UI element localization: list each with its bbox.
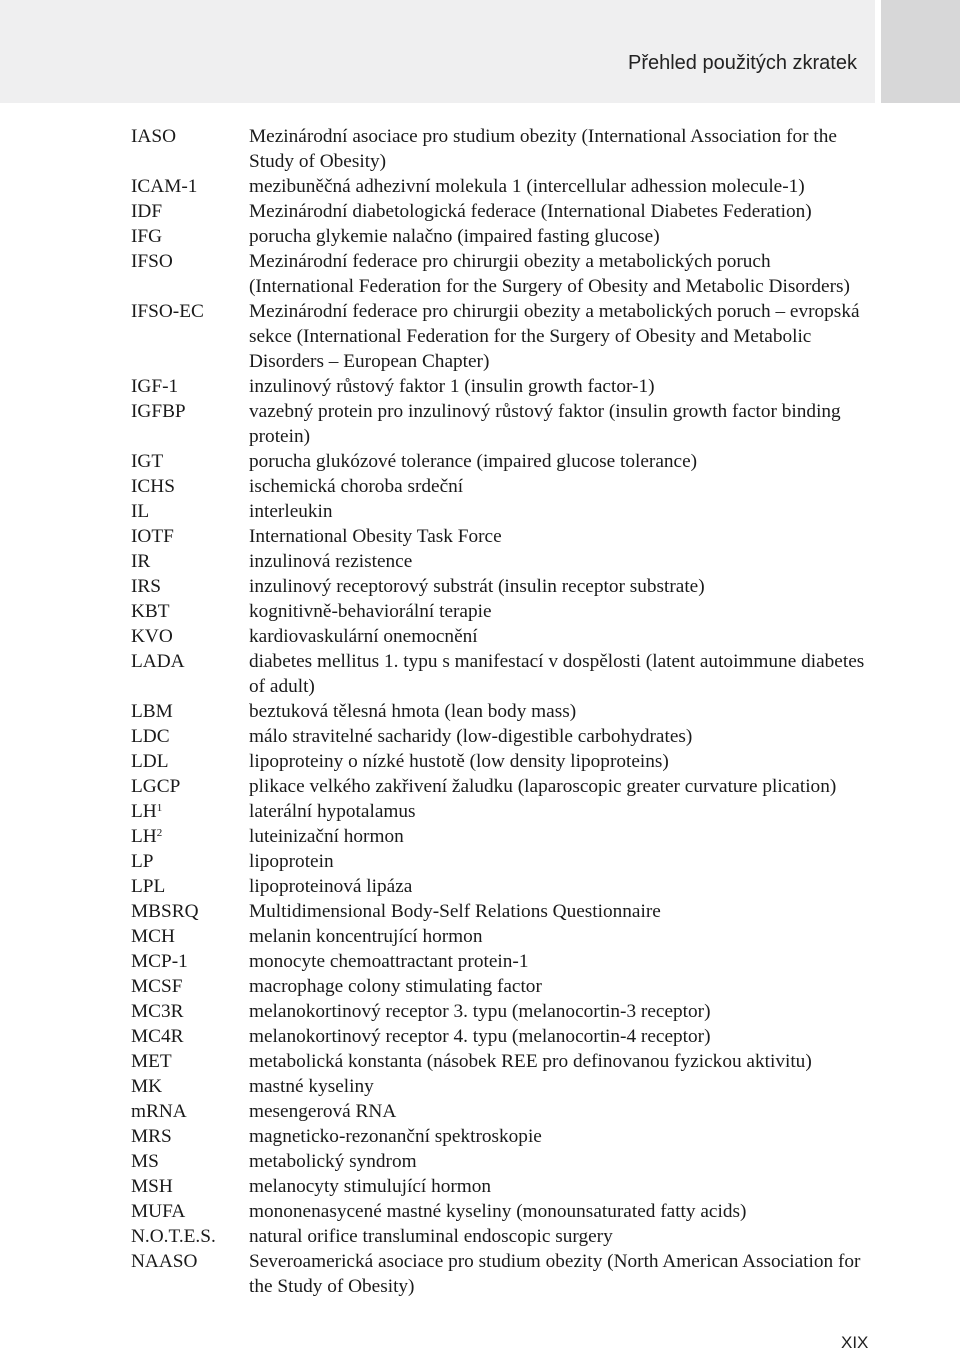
abbreviation-definition: lipoprotein [249, 851, 334, 872]
abbreviation-entry [131, 1074, 871, 1099]
abbreviation-entry [131, 749, 871, 774]
abbreviation-text: KVO [131, 626, 173, 647]
abbreviation-term [131, 824, 249, 849]
abbreviation-entry [131, 224, 871, 249]
abbreviation-text: IFSO [131, 251, 173, 272]
abbreviation-text: IR [131, 551, 151, 572]
abbreviation-entry [131, 124, 871, 174]
abbreviation-superscript: 2 [156, 827, 163, 839]
abbreviation-definition: metabolická konstanta (násobek REE pro definovanou fyzickou aktivitu) [249, 1051, 812, 1072]
abbreviation-text: IL [131, 501, 150, 522]
abbreviation-term [131, 749, 249, 774]
abbreviation-text: MRS [131, 1126, 172, 1147]
abbreviation-term [131, 874, 249, 899]
abbreviation-definition: macrophage colony stimulating factor [249, 976, 542, 997]
abbreviation-entry [131, 824, 871, 849]
abbreviation-term [131, 799, 249, 824]
abbreviation-entry [131, 249, 871, 299]
abbreviation-definition: kardiovaskulární onemocnění [249, 626, 478, 647]
abbreviation-entry [131, 974, 871, 999]
abbreviation-definition: Mezinárodní federace pro chirurgii obezity a metabolických poruch (International Federation for the Surgery of Obesity and Metabolic Disorders) [249, 251, 850, 297]
abbreviation-term [131, 1074, 249, 1099]
abbreviation-term [131, 1249, 249, 1299]
abbreviation-term [131, 474, 249, 499]
thumb-tab [881, 0, 960, 103]
abbreviation-term [131, 899, 249, 924]
abbreviation-definition: magneticko-rezonanční spektroskopie [249, 1126, 542, 1147]
abbreviation-definition: metabolický syndrom [249, 1151, 417, 1172]
abbreviation-definition: luteinizační hormon [249, 826, 404, 847]
abbreviation-text: MCH [131, 926, 175, 947]
abbreviation-term [131, 249, 249, 299]
abbreviation-definition: natural orifice transluminal endoscopic surgery [249, 1226, 613, 1247]
abbreviation-entry [131, 549, 871, 574]
abbreviation-text: MSH [131, 1176, 173, 1197]
abbreviation-term [131, 599, 249, 624]
abbreviation-term [131, 1099, 249, 1124]
abbreviation-term [131, 649, 249, 699]
abbreviation-entry [131, 999, 871, 1024]
abbreviation-term [131, 1149, 249, 1174]
abbreviation-term [131, 1049, 249, 1074]
abbreviation-term [131, 924, 249, 949]
abbreviation-definition: inzulinová rezistence [249, 551, 413, 572]
abbreviation-entry [131, 499, 871, 524]
abbreviation-definition: Mezinárodní diabetologická federace (International Diabetes Federation) [249, 201, 812, 222]
abbreviation-text: MC3R [131, 1001, 184, 1022]
abbreviation-definition: beztuková tělesná hmota (lean body mass) [249, 701, 577, 722]
abbreviation-entry [131, 174, 871, 199]
abbreviation-definition: monocyte chemoattractant protein-1 [249, 951, 529, 972]
abbreviation-term [131, 449, 249, 474]
abbreviation-definition: kognitivně-behaviorální terapie [249, 601, 492, 622]
abbreviation-term [131, 624, 249, 649]
abbreviation-text: LP [131, 851, 154, 872]
abbreviation-text: LDC [131, 726, 170, 747]
running-header-title: Přehled použitých zkratek [627, 52, 857, 74]
abbreviation-term [131, 1124, 249, 1149]
abbreviation-term [131, 699, 249, 724]
abbreviation-definition: interleukin [249, 501, 333, 522]
abbreviation-definition: mezibuněčná adhezivní molekula 1 (intercellular adhession molecule-1) [249, 176, 805, 197]
abbreviation-definition: diabetes mellitus 1. typu s manifestací v dospělosti (latent autoimmune diabetes of adult) [249, 651, 865, 697]
abbreviation-definition: inzulinový růstový faktor 1 (insulin growth factor-1) [249, 376, 655, 397]
abbreviation-text: IOTF [131, 526, 174, 547]
abbreviation-definition: melanin koncentrující hormon [249, 926, 483, 947]
abbreviation-term [131, 174, 249, 199]
abbreviation-entry [131, 724, 871, 749]
abbreviation-entry [131, 574, 871, 599]
abbreviation-superscript: 1 [156, 802, 163, 814]
abbreviation-text: mRNA [131, 1101, 187, 1122]
abbreviation-term [131, 499, 249, 524]
abbreviation-definition: ischemická choroba srdeční [249, 476, 464, 497]
abbreviation-definition: International Obesity Task Force [249, 526, 502, 547]
abbreviation-entry [131, 1049, 871, 1074]
abbreviation-term [131, 774, 249, 799]
abbreviation-entry [131, 474, 871, 499]
abbreviation-definition: lipoproteiny o nízké hustotě (low density lipoproteins) [249, 751, 669, 772]
abbreviation-definition: málo stravitelné sacharidy (low-digestible carbohydrates) [249, 726, 693, 747]
abbreviation-text: MUFA [131, 1201, 186, 1222]
abbreviation-text: MK [131, 1076, 163, 1097]
abbreviation-term [131, 549, 249, 574]
abbreviation-text: IRS [131, 576, 162, 597]
abbreviation-definition: porucha glukózové tolerance (impaired glucose tolerance) [249, 451, 698, 472]
abbreviation-entry [131, 399, 871, 449]
abbreviation-entry [131, 949, 871, 974]
abbreviation-text: MS [131, 1151, 159, 1172]
abbreviation-definition: Severoamerická asociace pro studium obezity (North American Association for the Study of Obesity) [249, 1251, 861, 1297]
abbreviation-definition: laterální hypotalamus [249, 801, 416, 822]
abbreviation-entry [131, 1149, 871, 1174]
abbreviation-text: IGT [131, 451, 164, 472]
abbreviation-term [131, 574, 249, 599]
abbreviation-text: LDL [131, 751, 169, 772]
abbreviation-term [131, 399, 249, 449]
abbreviation-text: LPL [131, 876, 166, 897]
abbreviation-entry [131, 1174, 871, 1199]
abbreviation-text: ICHS [131, 476, 175, 497]
abbreviation-term [131, 1224, 249, 1249]
abbreviation-entry [131, 1099, 871, 1124]
abbreviation-entry [131, 199, 871, 224]
abbreviation-text: KBT [131, 601, 170, 622]
abbreviation-text: LBM [131, 701, 173, 722]
abbreviation-text: NAASO [131, 1251, 198, 1272]
abbreviation-definition: mononenasycené mastné kyseliny (monounsaturated fatty acids) [249, 1201, 747, 1222]
abbreviation-term [131, 1024, 249, 1049]
abbreviation-entry [131, 524, 871, 549]
abbreviation-definition: Multidimensional Body-Self Relations Questionnaire [249, 901, 661, 922]
abbreviation-term [131, 524, 249, 549]
abbreviation-text: IGFBP [131, 401, 186, 422]
abbreviation-definition: porucha glykemie nalačno (impaired fasting glucose) [249, 226, 660, 247]
abbreviation-text: LADA [131, 651, 185, 672]
abbreviation-text: MBSRQ [131, 901, 199, 922]
abbreviation-definition: mastné kyseliny [249, 1076, 374, 1097]
abbreviation-entry [131, 449, 871, 474]
abbreviation-term [131, 124, 249, 174]
abbreviation-entry [131, 874, 871, 899]
abbreviation-list [131, 124, 871, 1299]
abbreviation-text: N.O.T.E.S. [131, 1226, 216, 1247]
abbreviation-text: MET [131, 1051, 172, 1072]
abbreviation-term [131, 999, 249, 1024]
abbreviation-entry [131, 374, 871, 399]
abbreviation-entry [131, 624, 871, 649]
abbreviation-entry [131, 1224, 871, 1249]
abbreviation-term [131, 199, 249, 224]
abbreviation-definition: Mezinárodní federace pro chirurgii obezity a metabolických poruch – evropská sekce (International Federation for the Surgery of Obesity and Metabolic Disorders – European Chapter) [249, 301, 860, 372]
abbreviation-term [131, 1199, 249, 1224]
abbreviation-entry [131, 1199, 871, 1224]
abbreviation-entry [131, 899, 871, 924]
abbreviation-definition: Mezinárodní asociace pro studium obezity (International Association for the Study of Obesity) [249, 126, 837, 172]
abbreviation-entry [131, 599, 871, 624]
abbreviation-text: IASO [131, 126, 176, 147]
abbreviation-definition: inzulinový receptorový substrát (insulin receptor substrate) [249, 576, 705, 597]
abbreviation-text: LGCP [131, 776, 181, 797]
abbreviation-entry [131, 849, 871, 874]
abbreviation-entry [131, 799, 871, 824]
abbreviation-definition: plikace velkého zakřivení žaludku (laparoscopic greater curvature plication) [249, 776, 837, 797]
abbreviation-term [131, 974, 249, 999]
abbreviation-entry [131, 924, 871, 949]
abbreviation-term [131, 224, 249, 249]
abbreviation-text: MC4R [131, 1026, 184, 1047]
abbreviation-entry [131, 299, 871, 374]
abbreviation-term [131, 849, 249, 874]
abbreviation-definition: vazebný protein pro inzulinový růstový faktor (insulin growth factor binding protein) [249, 401, 841, 447]
abbreviation-entry [131, 774, 871, 799]
abbreviation-definition: melanokortinový receptor 4. typu (melanocortin-4 receptor) [249, 1026, 711, 1047]
abbreviation-text: MCP-1 [131, 951, 188, 972]
abbreviation-text: IFG [131, 226, 163, 247]
abbreviation-entry [131, 1124, 871, 1149]
abbreviation-text: LH [131, 826, 157, 847]
abbreviation-text: IDF [131, 201, 163, 222]
abbreviation-definition: melanokortinový receptor 3. typu (melanocortin-3 receptor) [249, 1001, 711, 1022]
abbreviation-entry [131, 1024, 871, 1049]
abbreviation-term [131, 299, 249, 374]
abbreviation-text: ICAM-1 [131, 176, 198, 197]
abbreviation-text: IFSO-EC [131, 301, 204, 322]
abbreviation-definition: mesengerová RNA [249, 1101, 397, 1122]
abbreviation-entry [131, 649, 871, 699]
abbreviation-text: LH [131, 801, 157, 822]
abbreviation-text: MCSF [131, 976, 183, 997]
abbreviation-term [131, 724, 249, 749]
abbreviation-text: IGF-1 [131, 376, 179, 397]
abbreviation-term [131, 949, 249, 974]
abbreviation-definition: lipoproteinová lipáza [249, 876, 413, 897]
page-number: XIX [841, 1333, 869, 1352]
abbreviation-entry [131, 1249, 871, 1299]
header-band [0, 0, 875, 103]
abbreviation-definition: melanocyty stimulující hormon [249, 1176, 492, 1197]
abbreviation-entry [131, 699, 871, 724]
abbreviation-term [131, 374, 249, 399]
abbreviation-term [131, 1174, 249, 1199]
